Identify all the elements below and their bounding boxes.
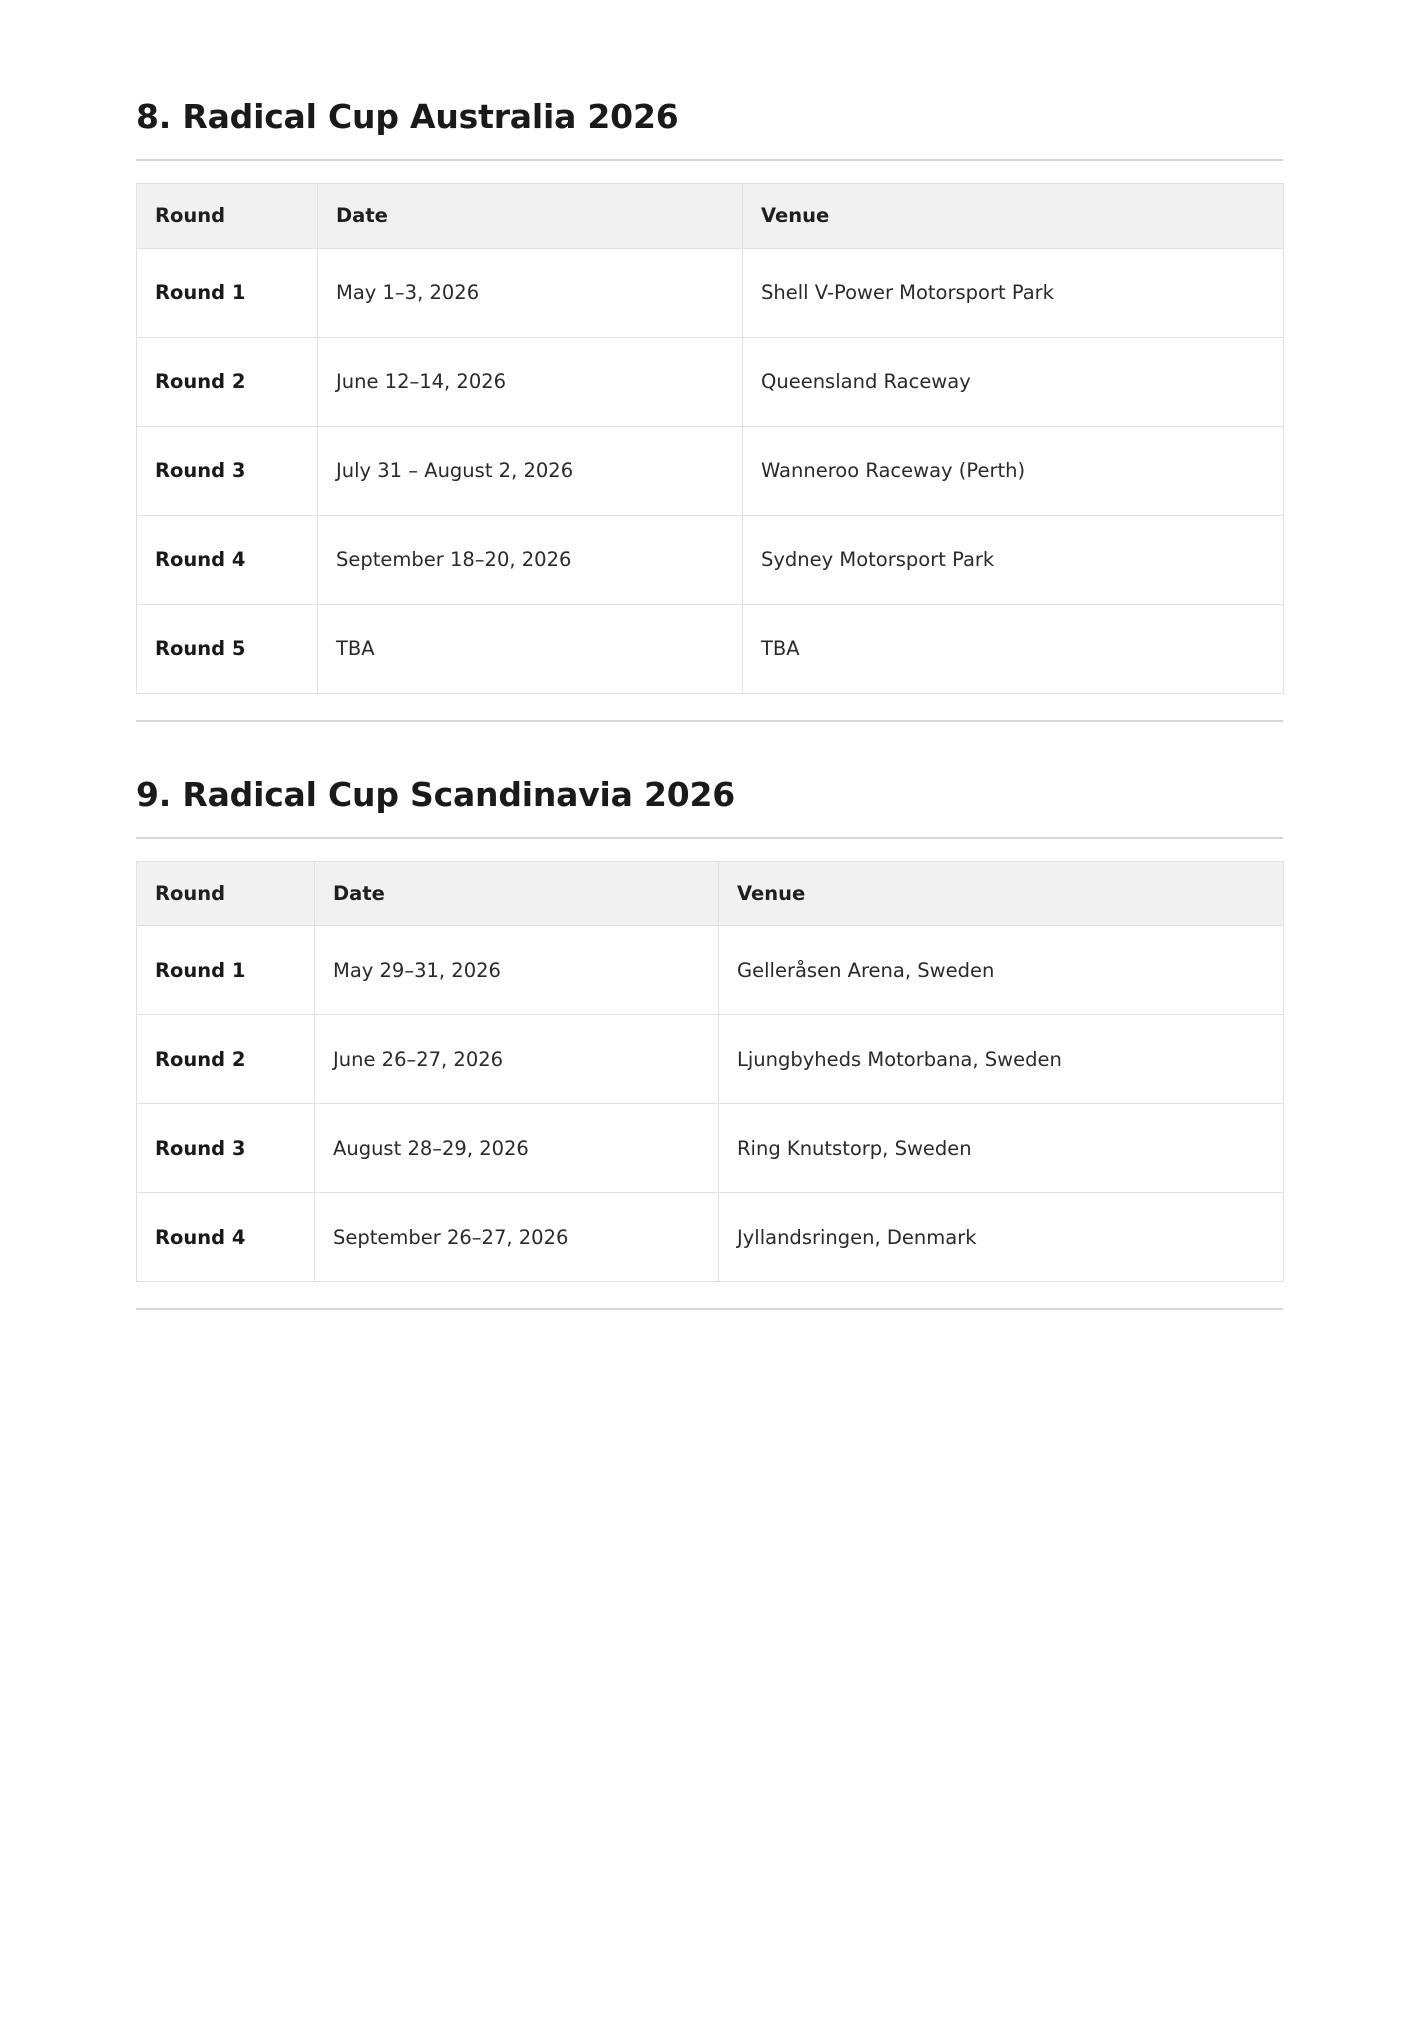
cell-date: June 12–14, 2026 <box>318 337 743 426</box>
section-divider-scandinavia <box>136 1308 1283 1310</box>
cell-date: June 26–27, 2026 <box>315 1015 719 1104</box>
table-header-australia <box>137 184 1284 248</box>
column-header-date: Date <box>315 861 719 925</box>
page-title-scandinavia: 9. Radical Cup Scandinavia 2026 <box>136 774 736 814</box>
column-header-round: Round <box>137 861 315 925</box>
table-row <box>137 604 1284 693</box>
cell-date: July 31 – August 2, 2026 <box>318 426 743 515</box>
title-divider-australia <box>136 159 1283 161</box>
cell-date: TBA <box>318 604 743 693</box>
table-row <box>137 1193 1284 1282</box>
cell-round: Round 2 <box>137 337 318 426</box>
table-row <box>137 1104 1284 1193</box>
table-header-scandinavia <box>137 861 1284 925</box>
cell-date: May 29–31, 2026 <box>315 926 719 1015</box>
cell-venue: Gelleråsen Arena, Sweden <box>719 926 1284 1015</box>
cell-venue: Ljungbyheds Motorbana, Sweden <box>719 1015 1284 1104</box>
cell-date: August 28–29, 2026 <box>315 1104 719 1193</box>
cell-venue: Queensland Raceway <box>743 337 1284 426</box>
cell-venue: Wanneroo Raceway (Perth) <box>743 426 1284 515</box>
table-row <box>137 426 1284 515</box>
cell-round: Round 1 <box>137 926 315 1015</box>
column-header-date: Date <box>318 184 743 248</box>
table-row <box>137 248 1284 337</box>
table-row <box>137 926 1284 1015</box>
cell-round: Round 4 <box>137 1193 315 1282</box>
cell-venue: Sydney Motorsport Park <box>743 515 1284 604</box>
cell-round: Round 3 <box>137 1104 315 1193</box>
cell-round: Round 1 <box>137 248 318 337</box>
cell-venue: Shell V-Power Motorsport Park <box>743 248 1284 337</box>
cell-date: May 1–3, 2026 <box>318 248 743 337</box>
table-header-row <box>137 861 1284 925</box>
table-header-row <box>137 184 1284 248</box>
cell-date: September 18–20, 2026 <box>318 515 743 604</box>
cell-round: Round 3 <box>137 426 318 515</box>
title-divider-scandinavia <box>136 837 1283 839</box>
section-radical-cup-australia <box>136 96 1283 722</box>
section-divider-australia <box>136 720 1283 722</box>
page-title-australia: 8. Radical Cup Australia 2026 <box>136 97 679 136</box>
cell-round: Round 2 <box>137 1015 315 1104</box>
table-row <box>137 1015 1284 1104</box>
cell-venue: TBA <box>743 604 1284 693</box>
cell-venue: Jyllandsringen, Denmark <box>719 1193 1284 1282</box>
table-row <box>137 515 1284 604</box>
column-header-round: Round <box>137 184 318 248</box>
table-body-scandinavia <box>137 926 1284 1282</box>
cell-round: Round 5 <box>137 604 318 693</box>
section-radical-cup-scandinavia <box>136 774 1283 1311</box>
column-header-venue: Venue <box>719 861 1284 925</box>
cell-venue: Ring Knutstorp, Sweden <box>719 1104 1284 1193</box>
table-row <box>137 337 1284 426</box>
schedule-table-australia <box>136 183 1284 693</box>
column-header-venue: Venue <box>743 184 1284 248</box>
cell-date: September 26–27, 2026 <box>315 1193 719 1282</box>
schedule-table-scandinavia <box>136 861 1284 1282</box>
table-body-australia <box>137 248 1284 693</box>
cell-round: Round 4 <box>137 515 318 604</box>
